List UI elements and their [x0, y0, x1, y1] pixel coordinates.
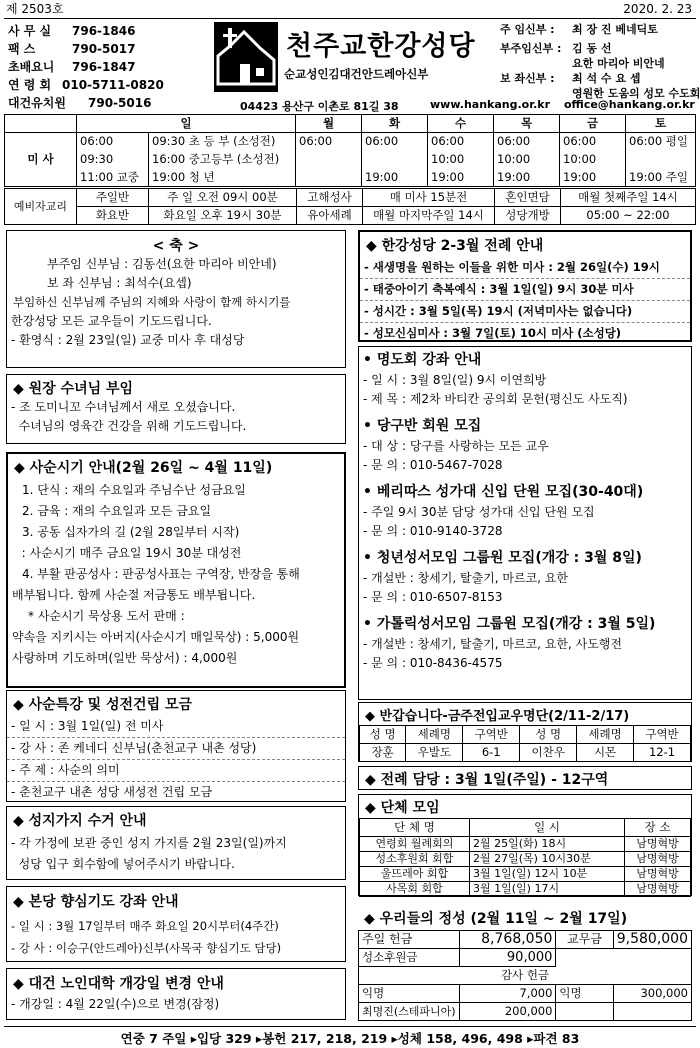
text-line: - 일 시 : 3월 17일부터 매주 화요일 20시부터(4주간)	[11, 919, 279, 933]
text-line: - 강 사 : 이승구(안드레아)신부(사목국 향심기도 담당)	[11, 941, 282, 955]
text-line: - 개설반 : 창세기, 탈출기, 마르코, 요한, 사도행전	[363, 637, 622, 651]
table-row	[360, 744, 691, 762]
section-title: ◆ 원장 수녀님 부임	[13, 381, 134, 397]
contact-label: 초배요니	[8, 60, 55, 74]
text-line: - 태중아이기 축복예식 : 3월 1일(일) 9시 30분 미사	[360, 279, 690, 301]
section-title: ◆ 본당 향심기도 강좌 안내	[13, 894, 179, 910]
mass-time: 06:00	[362, 133, 428, 151]
table-header: 성 명	[520, 726, 577, 744]
text-line: - 성시간 : 3월 5일(목) 19시 (저녁미사는 없습니다)	[360, 301, 690, 323]
mass-time	[362, 151, 428, 169]
text-line: 보 좌 신부님 : 최석수(요셉)	[47, 276, 192, 290]
text-line: 성당 입구 회수함에 넣어주시기 바랍니다.	[11, 857, 235, 871]
text-line: 4. 부활 판공성사 : 판공성사표는 구역장, 반장을 통해	[22, 567, 300, 581]
table-cell: 200,000	[459, 1003, 556, 1021]
contact-label: 연 령 회	[8, 78, 52, 92]
footer-hymns: 연중 7 주일 ▸입당 329 ▸봉헌 217, 218, 219 ▸성체 158, 496, 498 ▸파견 83	[120, 1031, 580, 1046]
section-title: ◆ 사순특강 및 성전건립 모금	[13, 697, 193, 713]
elderly-section	[6, 968, 346, 1020]
notice-title: • 가톨릭성서모임 그룹원 모집(개강 : 3월 5일)	[363, 616, 656, 632]
mass-time: 06:00 평일	[626, 133, 696, 151]
mass-time: 09:30 초 등 부 (소성전)	[149, 133, 296, 151]
day-header: 화	[362, 115, 428, 133]
table-cell: 성소후원금	[359, 949, 460, 967]
info-cell: 화요반	[77, 207, 149, 225]
logo-title: 천주교한강성당	[286, 31, 476, 62]
mass-time: 10:00	[494, 151, 560, 169]
notice-title: • 당구반 회원 모집	[363, 418, 482, 434]
text-line: - 문 의 : 010-9140-3728	[363, 524, 503, 538]
info-cell: 매월 첫째주일 14시	[561, 189, 696, 207]
table-cell: 2월 27일(목) 10시30분	[470, 852, 625, 867]
day-header: 목	[494, 115, 560, 133]
contact-list	[8, 22, 208, 112]
table-header: 일 시	[470, 819, 625, 837]
prayer-section	[6, 886, 346, 962]
table-row	[360, 852, 691, 867]
mass-time: 06:00	[560, 133, 626, 151]
info-cell: 주 일 오전 09시 00분	[149, 189, 297, 207]
text-line: 약속을 지키시는 아버지(사순시기 매일묵상) : 5,000원	[12, 630, 300, 644]
text-line: 사랑하며 기도하며(일반 묵상서) : 4,000원	[12, 651, 238, 665]
table-cell: 익명	[359, 985, 460, 1003]
sister-section	[6, 374, 346, 444]
text-line: * 사순시기 묵상용 도서 판매 :	[28, 609, 185, 623]
section-title: ◆ 전례 담당 : 3월 1일(주일) - 12구역	[365, 772, 609, 788]
section-title: ◆ 성지가지 수거 안내	[13, 813, 147, 829]
table-cell: 장훈	[360, 744, 406, 762]
mass-time: 06:00	[77, 133, 149, 151]
mass-time: 19:00	[494, 169, 560, 187]
church-logo	[214, 22, 494, 92]
mass-time	[296, 169, 362, 187]
mass-time: 19:00	[362, 169, 428, 187]
info-label: 예비자교리	[5, 189, 77, 225]
table-cell: 시몬	[577, 744, 634, 762]
email-link[interactable]: office@hankang.or.kr	[564, 98, 695, 111]
text-line: - 성모신심미사 : 3월 7일(토) 10시 미사 (소성당)	[364, 326, 622, 340]
text-line: - 제 목 : 제2차 바티칸 공의회 문헌(평신도 사도직)	[363, 392, 628, 406]
text-line: 한강성당 모든 교우들이 기도드립니다.	[11, 314, 212, 328]
table-cell: 90,000	[459, 949, 556, 967]
day-header: 토	[626, 115, 696, 133]
info-cell: 성당개방	[495, 207, 561, 225]
logo-subtitle: 순교성인김대건안드레아신부	[284, 67, 429, 81]
groups-table	[359, 818, 691, 897]
section-title: < 축 >	[152, 238, 200, 254]
table-cell: 남명혁방	[625, 837, 691, 852]
table-cell: 교무금	[556, 931, 613, 949]
section-title: ◆ 한강성당 2-3월 전례 안내	[366, 238, 544, 254]
table-cell: 이찬우	[520, 744, 577, 762]
table-header: 장 소	[625, 819, 691, 837]
text-line: - 주일 9시 30분 담당 성가대 신입 단원 모집	[363, 505, 595, 519]
mass-time: 19:00	[428, 169, 494, 187]
text-line: - 개강일 : 4월 22일(수)으로 변경(잠정)	[11, 997, 220, 1011]
section-title: ◆ 사순시기 안내(2월 26일 ~ 4월 11일)	[14, 460, 273, 476]
table-row	[360, 837, 691, 852]
info-table	[4, 188, 696, 225]
contact-value: 790-5016	[88, 96, 152, 110]
table-cell: 남명혁방	[625, 867, 691, 882]
text-line: - 대 상 : 당구를 사랑하는 모든 교우	[363, 439, 549, 453]
table-row	[360, 867, 691, 882]
text-line: 부주임 신부님 : 김동선(요한 마리아 비안네)	[47, 257, 277, 271]
table-header: 구역반	[463, 726, 520, 744]
table-header: 세례명	[406, 726, 463, 744]
contact-value: 796-1847	[72, 60, 136, 74]
text-line: - 주 제 : 사순의 의미	[7, 760, 345, 782]
table-cell	[556, 1003, 613, 1021]
info-cell: 매월 마지막주일 14시	[363, 207, 495, 225]
table-cell: 울뜨레아 회합	[360, 867, 470, 882]
table-cell: 6-1	[463, 744, 520, 762]
section-title: ◆ 대건 노인대학 개강일 변경 안내	[13, 976, 224, 992]
table-cell: 9,580,000	[613, 931, 691, 949]
mass-time	[626, 151, 696, 169]
table-cell: 우발도	[406, 744, 463, 762]
text-line: : 사순시기 매주 금요일 19시 30분 대성전	[14, 546, 242, 560]
clergy-value: 요한 마리아 비안네	[572, 57, 665, 70]
text-line: - 문 의 : 010-8436-4575	[363, 656, 503, 670]
groups-section	[358, 794, 692, 896]
info-cell: 혼인면담	[495, 189, 561, 207]
clergy-value: 영원한 도움의 성모 수도회	[572, 87, 700, 100]
mass-time: 06:00	[428, 133, 494, 151]
mass-time: 19:00 주일	[626, 169, 696, 187]
info-cell: 화요일 오후 19시 30분	[149, 207, 297, 225]
mass-time: 10:00	[428, 151, 494, 169]
issue-number: 제 2503호	[6, 2, 64, 16]
text-line: 부임하신 신부님께 주님의 지혜와 사랑이 함께 하시기를	[13, 295, 291, 309]
text-line: - 새생명을 원하는 이들을 위한 미사 : 2월 26일(수) 19시	[360, 257, 690, 279]
contact-label: 대건유치원	[8, 96, 66, 110]
congrats-section	[6, 230, 346, 368]
table-cell: 익명	[556, 985, 613, 1003]
notice-title: • 청년성서모임 그룹원 모집(개강 : 3월 8일)	[363, 550, 642, 566]
mass-time: 09:30	[77, 151, 149, 169]
mass-time: 10:00	[560, 151, 626, 169]
table-cell: 3월 1일(일) 12시 10분	[470, 867, 625, 882]
info-cell: 고해성사	[297, 189, 363, 207]
table-cell: 성소후원회 회합	[360, 852, 470, 867]
contact-label: 팩 스	[8, 42, 36, 56]
info-cell: 매 미사 15분전	[363, 189, 495, 207]
text-line: 2. 금육 : 재의 수요일과 모든 금요일	[22, 504, 212, 518]
text-line: - 각 가정에 보관 중인 성지 가지를 2월 23일(일)까지	[11, 836, 287, 850]
table-cell: 7,000	[459, 985, 556, 1003]
text-line: 수녀님의 영육간 건강을 위해 기도드립니다.	[11, 419, 247, 433]
info-cell: 유아세례	[297, 207, 363, 225]
website-link[interactable]: www.hankang.or.kr	[430, 98, 551, 111]
mass-time: 06:00	[296, 133, 362, 151]
text-line: - 강 사 : 존 케네디 신부님(춘천교구 내촌 성당)	[7, 738, 345, 760]
contact-value: 790-5017	[72, 42, 136, 56]
table-cell: 남명혁방	[625, 852, 691, 867]
table-cell: 주일 헌금	[359, 931, 460, 949]
table-cell: 감사 헌금	[359, 967, 692, 985]
clergy-value: 최 석 수 요 셉	[572, 72, 641, 85]
table-header: 구역반	[634, 726, 691, 744]
table-cell: 연령회 월례회의	[360, 837, 470, 852]
mass-time: 19:00	[560, 169, 626, 187]
section-title: ◆ 반갑습니다-금주전입교우명단(2/11-2/17)	[365, 709, 630, 724]
text-line: - 조 도미니꼬 수녀님께서 새로 오셨습니다.	[11, 400, 236, 414]
clergy-list	[500, 22, 700, 101]
offering-table	[358, 930, 692, 1021]
info-cell: 05:00 ~ 22:00	[561, 207, 696, 225]
table-row	[359, 1003, 692, 1021]
table-cell: 사목회 회합	[360, 882, 470, 897]
contact-label: 사 무 실	[8, 24, 52, 38]
day-header: 일	[77, 115, 296, 133]
section-title: ◆ 우리들의 정성 (2월 11일 ~ 2월 17일)	[364, 911, 628, 927]
liturgy-section	[358, 230, 692, 342]
text-line: - 문 의 : 010-5467-7028	[363, 458, 503, 472]
notice-title: • 베리따스 성가대 신입 단원 모집(30-40대)	[363, 484, 644, 500]
table-row	[360, 882, 691, 897]
church-icon	[214, 22, 278, 92]
address: 04423 용산구 이촌로 81길 38	[240, 100, 399, 113]
text-line: - 춘천교구 내촌 성당 새성전 건립 모금	[11, 785, 213, 799]
mass-schedule-table	[4, 114, 696, 187]
table-cell: 2월 25일(화) 18시	[470, 837, 625, 852]
welcome-section	[358, 702, 692, 762]
text-line: 배부됩니다. 함께 사순절 저금통도 배부됩니다.	[12, 588, 256, 602]
mass-time	[296, 151, 362, 169]
clergy-value: 최 장 진 베네딕토	[572, 23, 658, 36]
section-title: ◆ 단체 모임	[365, 800, 440, 816]
table-cell: 300,000	[613, 985, 691, 1003]
text-line: - 환영식 : 2월 23일(일) 교중 미사 후 대성당	[11, 333, 245, 347]
text-line: 1. 단식 : 재의 수요일과 주님수난 성금요일	[22, 483, 246, 497]
text-line: - 문 의 : 010-6507-8153	[363, 590, 503, 604]
table-header: 성 명	[360, 726, 406, 744]
notices-section	[358, 346, 692, 700]
offering-section	[358, 906, 692, 1024]
clergy-label: 부주임신부 :	[500, 42, 562, 55]
table-header: 단 체 명	[360, 819, 470, 837]
day-header: 월	[296, 115, 362, 133]
table-cell: 12-1	[634, 744, 691, 762]
lent-section	[6, 452, 346, 688]
mass-time: 06:00	[494, 133, 560, 151]
contact-value: 010-5711-0820	[62, 78, 164, 92]
table-header: 세례명	[577, 726, 634, 744]
notice-title: • 명도회 강좌 안내	[363, 352, 482, 368]
mass-time: 16:00 중고등부 (소성전)	[149, 151, 296, 169]
clergy-value: 김 동 선	[572, 42, 612, 55]
table-cell: 8,768,050	[459, 931, 556, 949]
pilgrim-section	[6, 806, 346, 880]
info-cell: 주일반	[77, 189, 149, 207]
clergy-label: 주 임신부 :	[500, 23, 555, 36]
mass-label: 미 사	[5, 133, 77, 187]
text-line: - 일 시 : 3월 1일(일) 전 미사	[7, 716, 345, 738]
day-header: 수	[428, 115, 494, 133]
text-line: - 개설반 : 창세기, 탈출기, 마르코, 요한	[363, 571, 568, 585]
mass-time: 19:00 청 년	[149, 169, 296, 187]
clergy-label: 보 좌신부 :	[500, 72, 555, 85]
welcome-table	[359, 725, 691, 762]
duty-section	[358, 766, 692, 790]
table-row	[359, 985, 692, 1003]
mass-time: 11:00 교중	[77, 169, 149, 187]
table-cell: 남명혁방	[625, 882, 691, 897]
table-cell: 최명진(스테파니아)	[359, 1003, 460, 1021]
table-cell: 3월 1일(일) 17시	[470, 882, 625, 897]
text-line: 3. 공동 십자가의 길 (2월 28일부터 시작)	[22, 525, 240, 539]
contact-value: 796-1846	[72, 24, 136, 38]
text-line: - 일 시 : 3월 8일(일) 9시 이연희방	[363, 373, 547, 387]
issue-date: 2020. 2. 23	[623, 2, 692, 16]
day-header: 금	[560, 115, 626, 133]
lecture-section	[6, 690, 346, 802]
table-cell	[613, 1003, 691, 1021]
